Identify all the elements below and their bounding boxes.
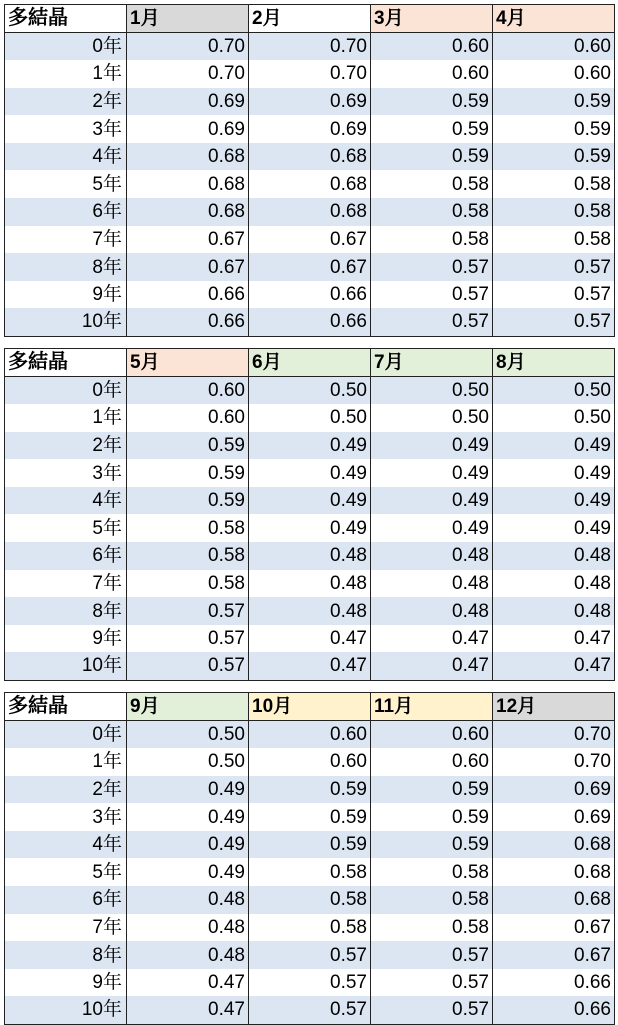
table-row bbox=[5, 198, 615, 226]
value-cell: 0.57 bbox=[249, 996, 371, 1024]
year-label: 10年 bbox=[5, 996, 127, 1024]
value-cell: 0.68 bbox=[493, 886, 615, 914]
table-row bbox=[5, 143, 615, 171]
value-cell: 0.49 bbox=[127, 803, 249, 831]
value-cell: 0.58 bbox=[249, 914, 371, 942]
table-row bbox=[5, 115, 615, 143]
year-label: 5年 bbox=[5, 858, 127, 886]
value-cell: 0.50 bbox=[127, 721, 249, 749]
value-cell: 0.49 bbox=[127, 831, 249, 859]
table-row bbox=[5, 542, 615, 570]
year-label: 0年 bbox=[5, 33, 127, 61]
value-cell: 0.47 bbox=[127, 996, 249, 1024]
value-cell: 0.58 bbox=[371, 198, 493, 226]
value-cell: 0.50 bbox=[493, 377, 615, 405]
table-row bbox=[5, 487, 615, 515]
value-cell: 0.48 bbox=[371, 542, 493, 570]
value-cell: 0.67 bbox=[249, 253, 371, 281]
value-cell: 0.49 bbox=[127, 858, 249, 886]
month-header: 2月 bbox=[249, 5, 371, 33]
year-label: 1年 bbox=[5, 404, 127, 432]
value-cell: 0.69 bbox=[127, 88, 249, 116]
value-cell: 0.49 bbox=[493, 432, 615, 460]
value-cell: 0.57 bbox=[493, 253, 615, 281]
value-cell: 0.60 bbox=[371, 721, 493, 749]
value-cell: 0.59 bbox=[371, 831, 493, 859]
value-cell: 0.67 bbox=[127, 253, 249, 281]
value-cell: 0.58 bbox=[493, 198, 615, 226]
table-row bbox=[5, 625, 615, 653]
table-row bbox=[5, 914, 615, 942]
value-cell: 0.70 bbox=[127, 60, 249, 88]
value-cell: 0.48 bbox=[493, 570, 615, 598]
year-label: 9年 bbox=[5, 625, 127, 653]
value-cell: 0.66 bbox=[127, 308, 249, 336]
value-cell: 0.49 bbox=[493, 514, 615, 542]
value-cell: 0.57 bbox=[371, 308, 493, 336]
value-cell: 0.60 bbox=[493, 60, 615, 88]
efficiency-table bbox=[4, 692, 615, 1025]
month-header: 3月 bbox=[371, 5, 493, 33]
efficiency-table bbox=[4, 4, 615, 337]
month-header: 9月 bbox=[127, 693, 249, 721]
value-cell: 0.49 bbox=[371, 487, 493, 515]
value-cell: 0.58 bbox=[493, 170, 615, 198]
value-cell: 0.47 bbox=[493, 652, 615, 680]
year-label: 10年 bbox=[5, 652, 127, 680]
table-row bbox=[5, 858, 615, 886]
table-row bbox=[5, 514, 615, 542]
year-label: 4年 bbox=[5, 831, 127, 859]
value-cell: 0.48 bbox=[371, 570, 493, 598]
year-label: 8年 bbox=[5, 597, 127, 625]
year-label: 5年 bbox=[5, 514, 127, 542]
value-cell: 0.47 bbox=[127, 969, 249, 997]
value-cell: 0.58 bbox=[371, 914, 493, 942]
value-cell: 0.70 bbox=[249, 60, 371, 88]
value-cell: 0.57 bbox=[249, 941, 371, 969]
value-cell: 0.47 bbox=[249, 652, 371, 680]
table-row bbox=[5, 996, 615, 1024]
value-cell: 0.49 bbox=[371, 432, 493, 460]
year-label: 9年 bbox=[5, 281, 127, 309]
header-row bbox=[5, 5, 615, 33]
table-row bbox=[5, 721, 615, 749]
table-row bbox=[5, 308, 615, 336]
value-cell: 0.60 bbox=[371, 33, 493, 61]
month-header: 1月 bbox=[127, 5, 249, 33]
value-cell: 0.49 bbox=[371, 459, 493, 487]
value-cell: 0.66 bbox=[493, 996, 615, 1024]
value-cell: 0.50 bbox=[127, 748, 249, 776]
table-row bbox=[5, 748, 615, 776]
value-cell: 0.68 bbox=[127, 170, 249, 198]
table-row bbox=[5, 33, 615, 61]
value-cell: 0.57 bbox=[493, 281, 615, 309]
value-cell: 0.60 bbox=[371, 60, 493, 88]
value-cell: 0.59 bbox=[371, 143, 493, 171]
value-cell: 0.58 bbox=[371, 170, 493, 198]
table-row bbox=[5, 170, 615, 198]
table-row bbox=[5, 886, 615, 914]
year-label: 4年 bbox=[5, 487, 127, 515]
value-cell: 0.49 bbox=[249, 459, 371, 487]
value-cell: 0.70 bbox=[127, 33, 249, 61]
value-cell: 0.58 bbox=[371, 886, 493, 914]
value-cell: 0.49 bbox=[249, 487, 371, 515]
value-cell: 0.49 bbox=[371, 514, 493, 542]
month-header: 4月 bbox=[493, 5, 615, 33]
value-cell: 0.69 bbox=[493, 803, 615, 831]
value-cell: 0.66 bbox=[127, 281, 249, 309]
value-cell: 0.68 bbox=[493, 858, 615, 886]
value-cell: 0.57 bbox=[249, 969, 371, 997]
value-cell: 0.59 bbox=[493, 88, 615, 116]
table-row bbox=[5, 253, 615, 281]
table-row bbox=[5, 88, 615, 116]
table-row bbox=[5, 597, 615, 625]
value-cell: 0.59 bbox=[371, 115, 493, 143]
table-row bbox=[5, 377, 615, 405]
value-cell: 0.59 bbox=[249, 776, 371, 804]
value-cell: 0.57 bbox=[493, 308, 615, 336]
year-label: 9年 bbox=[5, 969, 127, 997]
year-label: 1年 bbox=[5, 748, 127, 776]
year-label: 3年 bbox=[5, 803, 127, 831]
value-cell: 0.60 bbox=[249, 748, 371, 776]
value-cell: 0.49 bbox=[249, 432, 371, 460]
month-header: 6月 bbox=[249, 349, 371, 377]
value-cell: 0.59 bbox=[249, 831, 371, 859]
year-label: 0年 bbox=[5, 377, 127, 405]
value-cell: 0.48 bbox=[127, 886, 249, 914]
table-row bbox=[5, 226, 615, 254]
value-cell: 0.60 bbox=[127, 377, 249, 405]
value-cell: 0.60 bbox=[127, 404, 249, 432]
table-row bbox=[5, 652, 615, 680]
year-label: 2年 bbox=[5, 776, 127, 804]
value-cell: 0.59 bbox=[127, 487, 249, 515]
value-cell: 0.47 bbox=[371, 625, 493, 653]
value-cell: 0.59 bbox=[371, 88, 493, 116]
value-cell: 0.48 bbox=[493, 542, 615, 570]
value-cell: 0.68 bbox=[249, 198, 371, 226]
year-label: 3年 bbox=[5, 115, 127, 143]
year-label: 6年 bbox=[5, 198, 127, 226]
value-cell: 0.48 bbox=[127, 914, 249, 942]
value-cell: 0.49 bbox=[493, 487, 615, 515]
value-cell: 0.57 bbox=[371, 253, 493, 281]
value-cell: 0.68 bbox=[127, 143, 249, 171]
month-header: 12月 bbox=[493, 693, 615, 721]
value-cell: 0.58 bbox=[371, 858, 493, 886]
value-cell: 0.66 bbox=[249, 308, 371, 336]
value-cell: 0.59 bbox=[127, 459, 249, 487]
value-cell: 0.48 bbox=[127, 941, 249, 969]
value-cell: 0.57 bbox=[127, 652, 249, 680]
table-row bbox=[5, 432, 615, 460]
year-label: 0年 bbox=[5, 721, 127, 749]
year-label: 7年 bbox=[5, 914, 127, 942]
value-cell: 0.49 bbox=[493, 459, 615, 487]
value-cell: 0.57 bbox=[127, 625, 249, 653]
value-cell: 0.58 bbox=[127, 514, 249, 542]
table-row bbox=[5, 281, 615, 309]
table-row bbox=[5, 570, 615, 598]
value-cell: 0.59 bbox=[127, 432, 249, 460]
year-label: 5年 bbox=[5, 170, 127, 198]
value-cell: 0.49 bbox=[249, 514, 371, 542]
value-cell: 0.58 bbox=[493, 226, 615, 254]
table-row bbox=[5, 404, 615, 432]
value-cell: 0.60 bbox=[249, 721, 371, 749]
value-cell: 0.67 bbox=[249, 226, 371, 254]
month-header: 7月 bbox=[371, 349, 493, 377]
year-label: 4年 bbox=[5, 143, 127, 171]
corner-label: 多結晶 bbox=[5, 5, 127, 33]
value-cell: 0.60 bbox=[493, 33, 615, 61]
table-row bbox=[5, 60, 615, 88]
value-cell: 0.47 bbox=[249, 625, 371, 653]
year-label: 2年 bbox=[5, 88, 127, 116]
value-cell: 0.68 bbox=[127, 198, 249, 226]
year-label: 10年 bbox=[5, 308, 127, 336]
value-cell: 0.48 bbox=[249, 542, 371, 570]
table-row bbox=[5, 969, 615, 997]
value-cell: 0.68 bbox=[249, 170, 371, 198]
value-cell: 0.69 bbox=[493, 776, 615, 804]
value-cell: 0.70 bbox=[493, 748, 615, 776]
value-cell: 0.57 bbox=[127, 597, 249, 625]
month-header: 5月 bbox=[127, 349, 249, 377]
value-cell: 0.57 bbox=[371, 281, 493, 309]
value-cell: 0.58 bbox=[127, 542, 249, 570]
value-cell: 0.47 bbox=[493, 625, 615, 653]
year-label: 3年 bbox=[5, 459, 127, 487]
value-cell: 0.59 bbox=[371, 803, 493, 831]
value-cell: 0.60 bbox=[371, 748, 493, 776]
table-row bbox=[5, 776, 615, 804]
value-cell: 0.69 bbox=[249, 88, 371, 116]
value-cell: 0.69 bbox=[249, 115, 371, 143]
value-cell: 0.48 bbox=[371, 597, 493, 625]
value-cell: 0.59 bbox=[371, 776, 493, 804]
year-label: 8年 bbox=[5, 253, 127, 281]
value-cell: 0.58 bbox=[249, 858, 371, 886]
value-cell: 0.68 bbox=[493, 831, 615, 859]
corner-label: 多結晶 bbox=[5, 349, 127, 377]
header-row bbox=[5, 693, 615, 721]
value-cell: 0.50 bbox=[249, 404, 371, 432]
value-cell: 0.59 bbox=[249, 803, 371, 831]
value-cell: 0.68 bbox=[249, 143, 371, 171]
month-header: 10月 bbox=[249, 693, 371, 721]
value-cell: 0.70 bbox=[249, 33, 371, 61]
value-cell: 0.48 bbox=[493, 597, 615, 625]
month-header: 11月 bbox=[371, 693, 493, 721]
value-cell: 0.50 bbox=[371, 404, 493, 432]
value-cell: 0.49 bbox=[127, 776, 249, 804]
year-label: 6年 bbox=[5, 886, 127, 914]
value-cell: 0.70 bbox=[493, 721, 615, 749]
year-label: 1年 bbox=[5, 60, 127, 88]
value-cell: 0.66 bbox=[249, 281, 371, 309]
year-label: 8年 bbox=[5, 941, 127, 969]
value-cell: 0.69 bbox=[127, 115, 249, 143]
year-label: 6年 bbox=[5, 542, 127, 570]
value-cell: 0.48 bbox=[249, 570, 371, 598]
value-cell: 0.47 bbox=[371, 652, 493, 680]
header-row bbox=[5, 349, 615, 377]
value-cell: 0.50 bbox=[249, 377, 371, 405]
table-row bbox=[5, 831, 615, 859]
value-cell: 0.50 bbox=[493, 404, 615, 432]
value-cell: 0.59 bbox=[493, 115, 615, 143]
value-cell: 0.50 bbox=[371, 377, 493, 405]
table-row bbox=[5, 803, 615, 831]
value-cell: 0.58 bbox=[371, 226, 493, 254]
value-cell: 0.67 bbox=[493, 914, 615, 942]
table-row bbox=[5, 459, 615, 487]
year-label: 7年 bbox=[5, 570, 127, 598]
corner-label: 多結晶 bbox=[5, 693, 127, 721]
year-label: 7年 bbox=[5, 226, 127, 254]
efficiency-table bbox=[4, 348, 615, 681]
value-cell: 0.66 bbox=[493, 969, 615, 997]
value-cell: 0.58 bbox=[249, 886, 371, 914]
value-cell: 0.48 bbox=[249, 597, 371, 625]
year-label: 2年 bbox=[5, 432, 127, 460]
value-cell: 0.58 bbox=[127, 570, 249, 598]
value-cell: 0.59 bbox=[493, 143, 615, 171]
value-cell: 0.57 bbox=[371, 941, 493, 969]
table-row bbox=[5, 941, 615, 969]
month-header: 8月 bbox=[493, 349, 615, 377]
value-cell: 0.67 bbox=[493, 941, 615, 969]
value-cell: 0.57 bbox=[371, 969, 493, 997]
value-cell: 0.67 bbox=[127, 226, 249, 254]
value-cell: 0.57 bbox=[371, 996, 493, 1024]
